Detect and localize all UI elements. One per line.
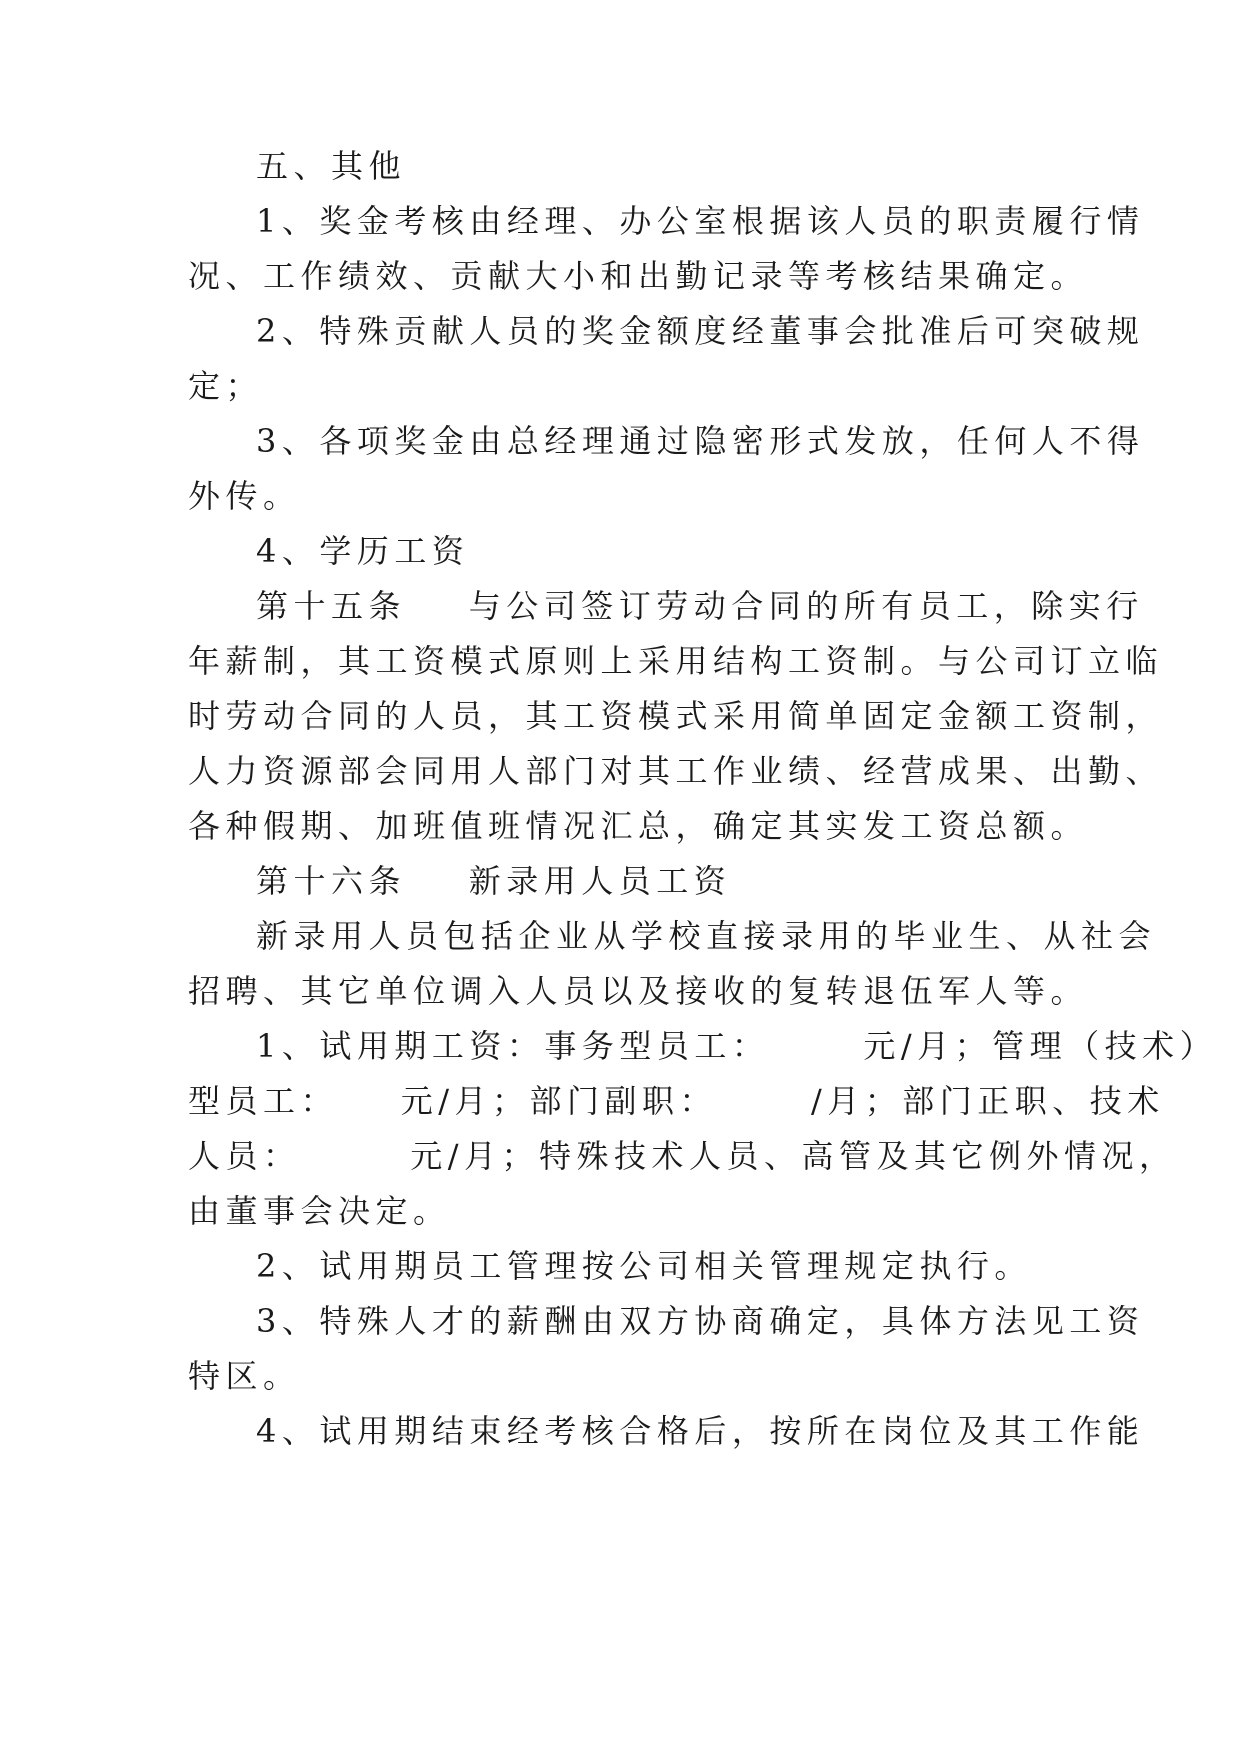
- paragraph-line: 年薪制，其工资模式原则上采用结构工资制。与公司订立临: [188, 642, 1164, 680]
- paragraph-line: 各种假期、加班值班情况汇总，确定其实发工资总额。: [188, 807, 1089, 845]
- paragraph-line: 型员工： 元/月；部门副职： /月；部门正职、技术: [188, 1082, 1165, 1120]
- paragraph-line: 4、试用期结束经考核合格后，按所在岗位及其工作能: [256, 1412, 1145, 1450]
- paragraph-line: 人员： 元/月；特殊技术人员、高管及其它例外情况，: [188, 1137, 1177, 1175]
- paragraph-line: 1、奖金考核由经理、办公室根据该人员的职责履行情: [256, 202, 1145, 240]
- paragraph-line: 人力资源部会同用人部门对其工作业绩、经营成果、出勤、: [188, 752, 1164, 790]
- paragraph-line: 特区。: [188, 1357, 301, 1395]
- paragraph-line: 时劳动合同的人员，其工资模式采用简单固定金额工资制，: [188, 697, 1164, 735]
- section-heading-other: 五、其他: [256, 147, 407, 185]
- paragraph-line: 新录用人员包括企业从学校直接录用的毕业生、从社会: [256, 917, 1157, 955]
- paragraph-line: 由董事会决定。: [188, 1192, 451, 1230]
- paragraph-line: 外传。: [188, 477, 301, 515]
- paragraph-line: 4、学历工资: [256, 532, 470, 570]
- paragraph-line: 2、试用期员工管理按公司相关管理规定执行。: [256, 1247, 1032, 1285]
- paragraph-line: 定；: [188, 367, 264, 405]
- paragraph-line: 2、特殊贡献人员的奖金额度经董事会批准后可突破规: [256, 312, 1145, 350]
- paragraph-line: 招聘、其它单位调入人员以及接收的复转退伍军人等。: [188, 972, 1089, 1010]
- paragraph-line: 况、工作绩效、贡献大小和出勤记录等考核结果确定。: [188, 257, 1089, 295]
- paragraph-line: 3、各项奖金由总经理通过隐密形式发放，任何人不得: [256, 422, 1145, 460]
- paragraph-line: 1、试用期工资：事务型员工： 元/月；管理（技术）: [256, 1027, 1218, 1065]
- paragraph-line: 3、特殊人才的薪酬由双方协商确定，具体方法见工资: [256, 1302, 1145, 1340]
- article-16-heading: 第十六条 新录用人员工资: [256, 862, 732, 900]
- article-15-line: 第十五条 与公司签订劳动合同的所有员工，除实行: [256, 587, 1144, 625]
